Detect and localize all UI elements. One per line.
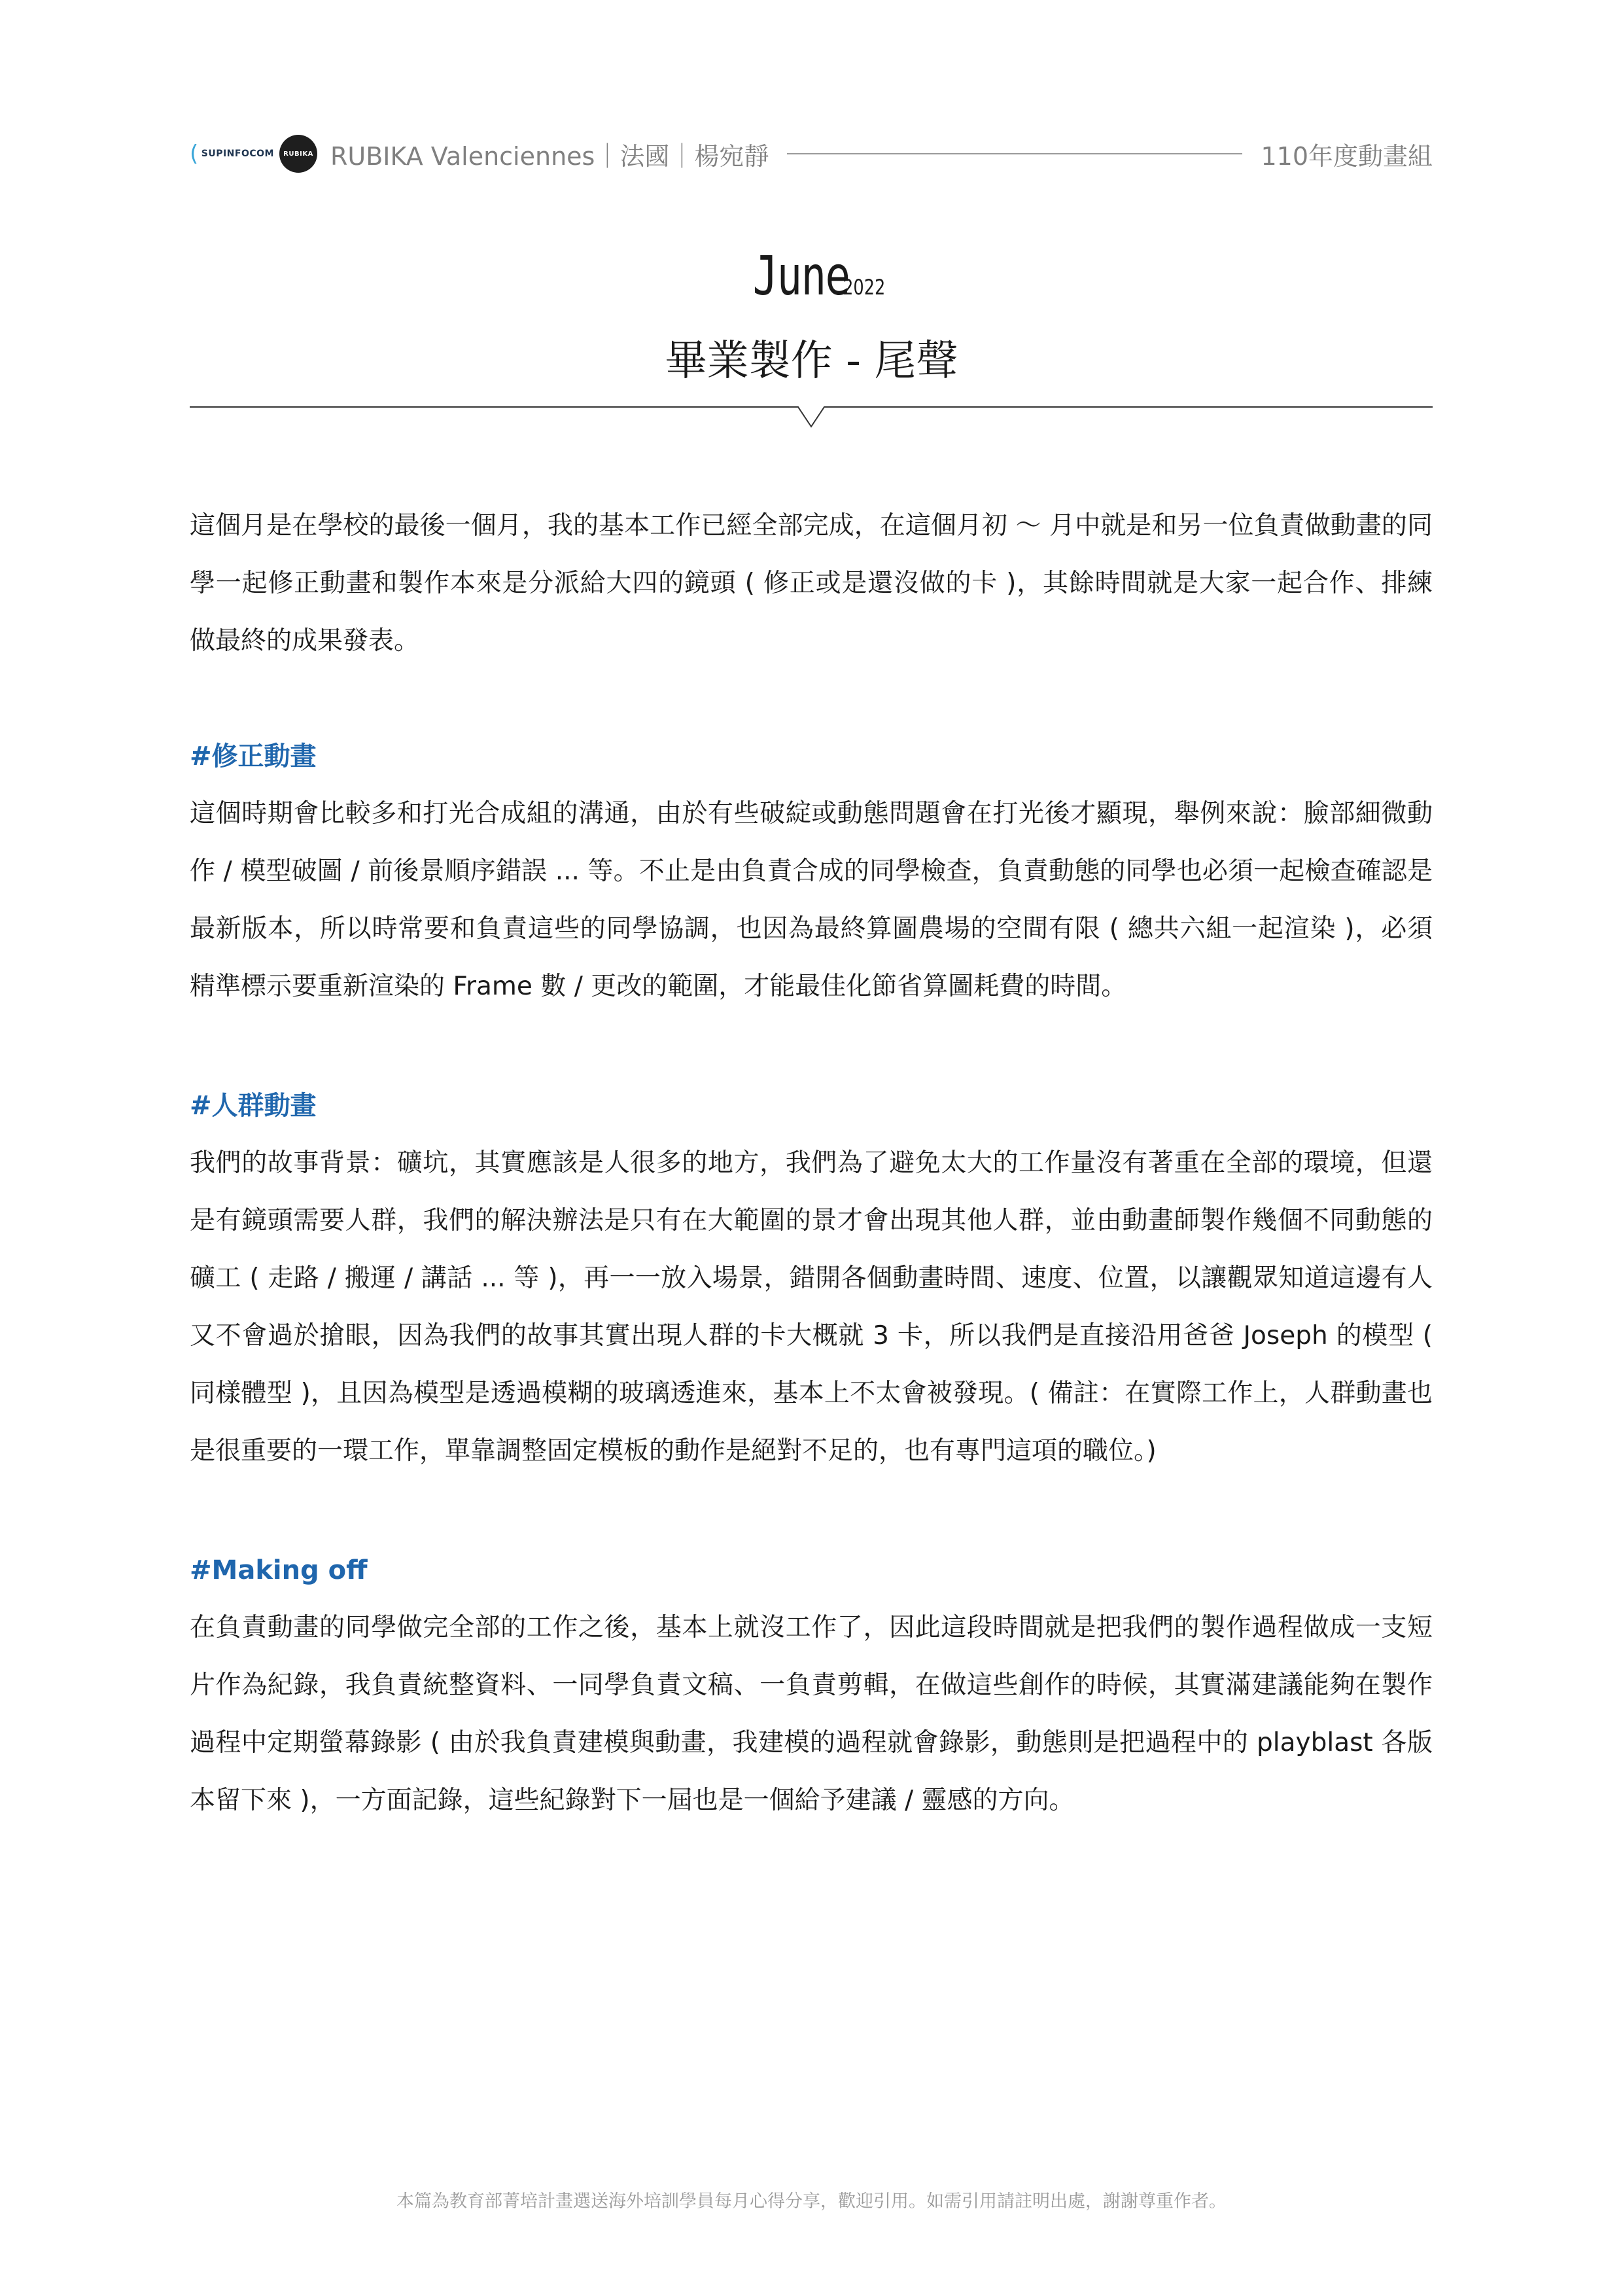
rubika-logo (279, 135, 317, 173)
title-year: .2022 (837, 275, 886, 300)
header-year-group: 110年度動畫組 (1261, 141, 1433, 171)
section-body-fix-animation: 這個時期會比較多和打光合成組的溝通，由於有些破綻或動態問題會在打光後才顯現，舉例來說：臉部細微動作 / 模型破圖 / 前後景順序錯誤 ... 等。不止是由負責合成的同學檢查，負責動態的同學也必須一起檢查確認是最新版本，所以時常要和負責這些的同學協調，也因為最終算圖農場的空間有限 ( 總共六組一起渲染 )，必須精準標示要重新渲染的 Frame 數 / 更改的範圍，才能最佳化節省算圖耗費的時間。 (190, 799, 1433, 1001)
supinfocom-logo-text: SUPINFOCOM (201, 149, 274, 159)
rubika-logo-text: RUBIKA (283, 150, 313, 158)
header-school-author: RUBIKA Valenciennes｜法國｜楊宛靜 (330, 141, 769, 171)
intro-paragraph: 這個月是在學校的最後一個月，我的基本工作已經全部完成，在這個月初 ～ 月中就是和另一位負責做動畫的同學一起修正動畫和製作本來是分派給大四的鏡頭 ( 修正或是還沒做的卡 )，其餘時間就是大家一起合作、排練做最終的成果發表。 (190, 511, 1433, 656)
section-heading-making-off: #Making off (190, 1555, 368, 1585)
logo-group (190, 135, 317, 173)
title-month: June (752, 245, 850, 308)
page-title: 畢業製作 - 尾聲 (665, 337, 958, 385)
section-heading-fix-animation: #修正動畫 (190, 741, 317, 771)
section-body-crowd-animation: 我們的故事背景：礦坑，其實應該是人很多的地方，我們為了避免太大的工作量沒有著重在全部的環境，但還是有鏡頭需要人群，我們的解決辦法是只有在大範圍的景才會出現其他人群，並由動畫師製作幾個不同動態的礦工 ( 走路 / 搬運 / 講話 ... 等 )，再一一放入場景，錯開各個動畫時間、速度、位置，以讓觀眾知道這邊有人又不會過於搶眼，因為我們的故事其實出現人群的卡大概就 3 卡，所以我們是直接沿用爸爸 Joseph 的模型 ( 同樣體型 )，且因為模型是透過模糊的玻璃透進來，基本上不太會被發現。( 備註：在實際工作上，人群動畫也是很重要的一環工作，單靠調整固定模板的動作是絕對不足的，也有專門這項的職位。) (190, 1148, 1433, 1466)
page-header (190, 134, 1433, 173)
section-heading-crowd-animation: #人群動畫 (190, 1091, 317, 1121)
page-footer: 本篇為教育部菁培計畫選送海外培訓學員每月心得分享，歡迎引用。如需引用請註明出處，謝謝尊重作者。 (396, 2191, 1227, 2212)
title-month-year (0, 245, 1623, 308)
supinfocom-logo-bracket: ( (190, 141, 199, 167)
header-divider (787, 153, 1242, 154)
article-body (190, 497, 1433, 1829)
section-body-making-off: 在負責動畫的同學做完全部的工作之後，基本上就沒工作了，因此這段時間就是把我們的製作過程做成一支短片作為紀錄，我負責統整資料、一同學負責文稿、一負責剪輯，在做這些創作的時候，其實滿建議能夠在製作過程中定期螢幕錄影 ( 由於我負責建模與動畫，我建模的過程就會錄影，動態則是把過程中的 playblast 各版本留下來 )，一方面記錄，這些紀錄對下一屆也是一個給予建議 / 靈感的方向。 (190, 1613, 1433, 1815)
title-divider (190, 400, 1433, 440)
supinfocom-logo (190, 143, 274, 165)
